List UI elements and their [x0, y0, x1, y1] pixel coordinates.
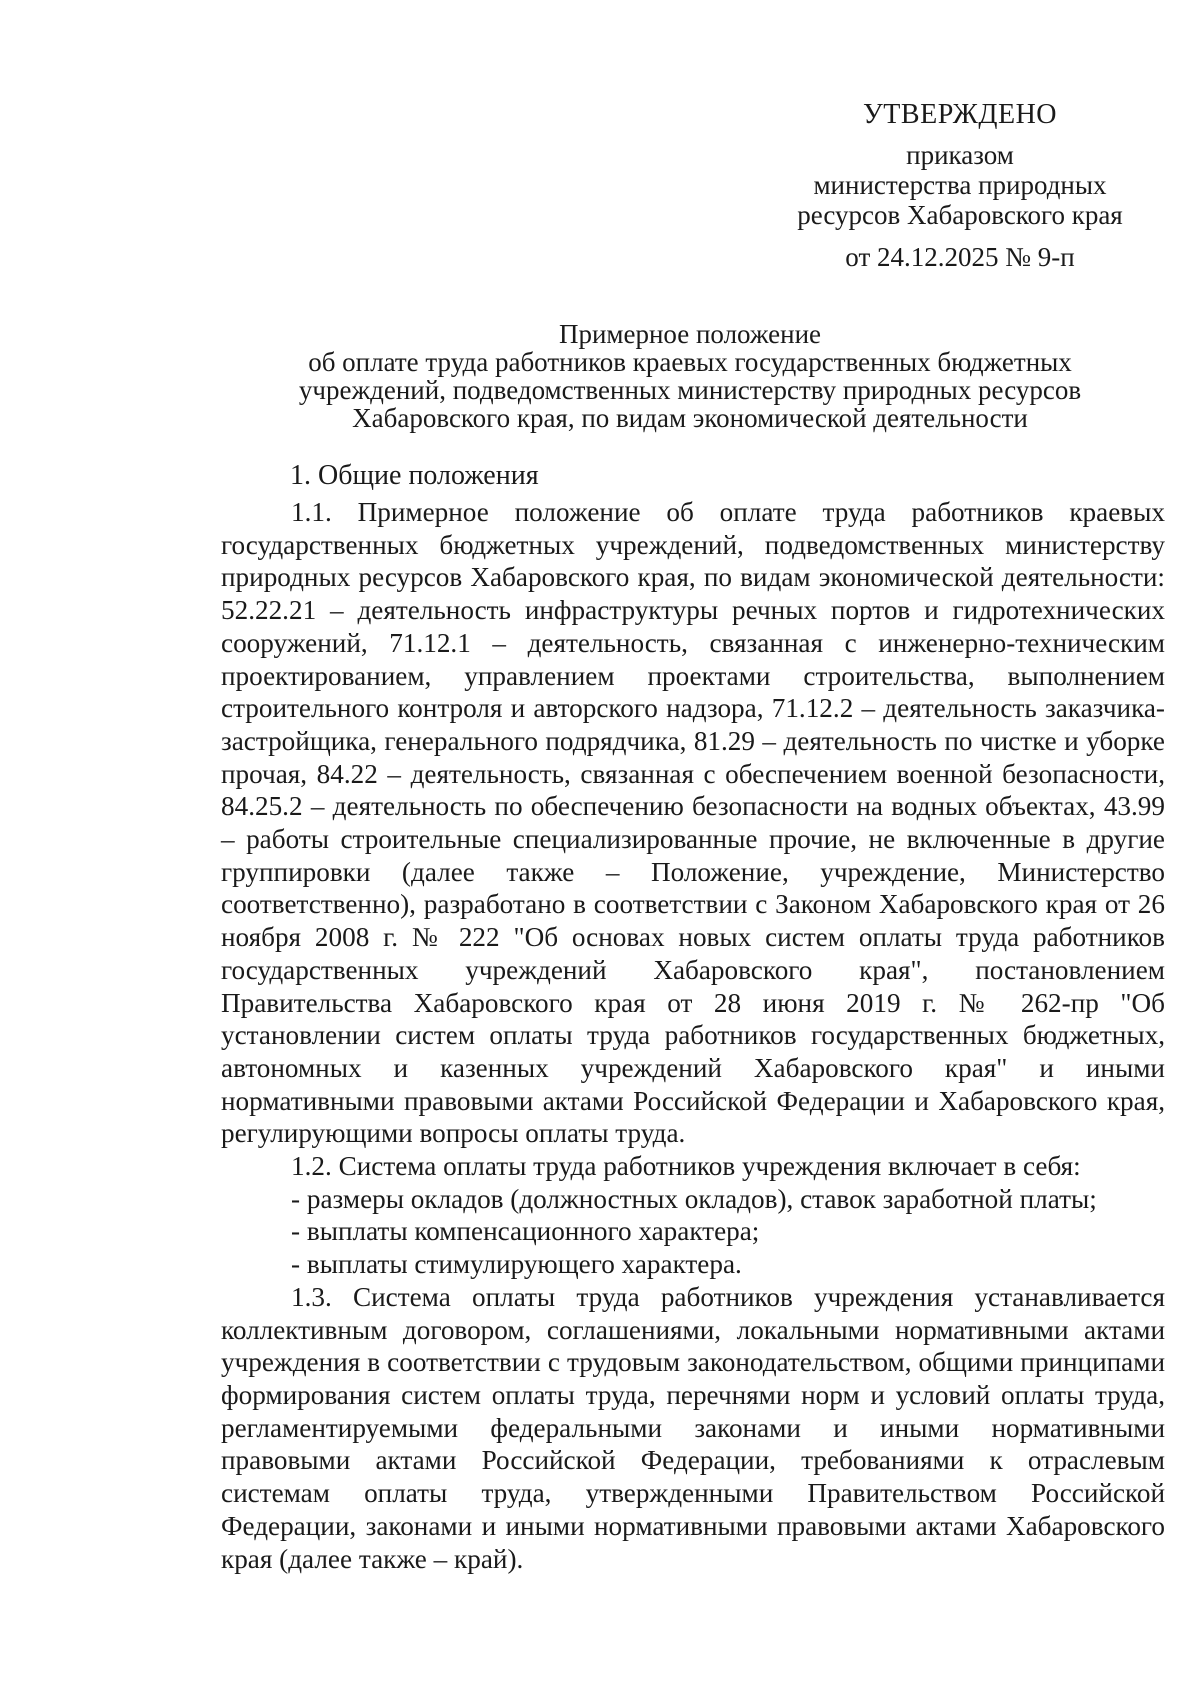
paragraph-1-1: 1.1. Примерное положение об оплате труда работников краевых государственных бюджетных учреждений, подведомственных министерству природных ресурсов Хабаровского края, по видам экономической деятельности: 52.22.21 – деятельность инфраструктуры речных портов и гидротехнических сооружений, 71.12.1 – деятельность, связанная с инженерно-техническим проектированием, управлением проектами строительства, выполнением строительного контроля и авторского надзора, 71.12.2 – деятельность заказчика-застройщика, генерального подрядчика, 81.29 – деятельность по чистке и уборке прочая, 84.22 – деятельность, связанная с обеспечением военной безопасности, 84.25.2 – деятельность по обеспечению безопасности на водных объектах, 43.99 – работы строительные специализированные прочие, не включенные в другие группировки (далее также – Положение, учреждение, Министерство соответственно), разработано в соответствии с Законом Хабаровского края от 26 ноября 2008 г. № 222 "Об основах новых систем оплаты труда работников государственных учреждений Хабаровского края", постановлением Правительства Хабаровского края от 28 июня 2019 г. № 262-пр "Об установлении систем оплаты труда работников государственных бюджетных, автономных и казенных учреждений Хабаровского края" и иными нормативными правовыми актами Российской Федерации и Хабаровского края, регулирующими вопросы оплаты труда. — [221, 497, 1165, 1149]
list-item: - выплаты стимулирующего характера. — [291, 1249, 742, 1280]
list-item: - выплаты компенсационного характера; — [291, 1216, 760, 1247]
approval-line: приказом — [906, 140, 1014, 170]
title-line: Примерное положение — [558, 319, 822, 349]
title-line: об оплате труда работников краевых государственных бюджетных — [308, 347, 1072, 377]
document-title — [230, 320, 1150, 432]
approval-line: ресурсов Хабаровского края — [797, 200, 1123, 230]
document-body — [221, 496, 1165, 1575]
approval-line: министерства природных — [813, 170, 1107, 200]
approval-block — [780, 100, 1140, 272]
approval-date: от 24.12.2025 № 9-п — [845, 242, 1075, 272]
title-line: Хабаровского края, по видам экономической деятельности — [352, 403, 1028, 433]
approval-stamp: УТВЕРЖДЕНО — [862, 99, 1058, 130]
paragraph-1-3: 1.3. Система оплаты труда работников учреждения устанавливается коллективным договором, соглашениями, локальными нормативными актами учреждения в соответствии с трудовым законодательством, общими принципами формирования систем оплаты труда, перечнями норм и условий оплаты труда, регламентируемыми федеральными законами и иными нормативными правовыми актами Российской Федерации, требованиями к отраслевым системам оплаты труда, утвержденными Правительством Российской Федерации, законами и иными нормативными правовыми актами Хабаровского края (далее также – край). — [221, 1281, 1165, 1574]
list-item: - размеры окладов (должностных окладов), ставок заработной платы; — [291, 1183, 1097, 1214]
title-line: учреждений, подведомственных министерству природных ресурсов — [298, 375, 1082, 405]
section-heading: 1. Общие положения — [290, 460, 539, 491]
paragraph-1-2: 1.2. Система оплаты труда работников учреждения включает в себя: — [291, 1151, 1081, 1182]
